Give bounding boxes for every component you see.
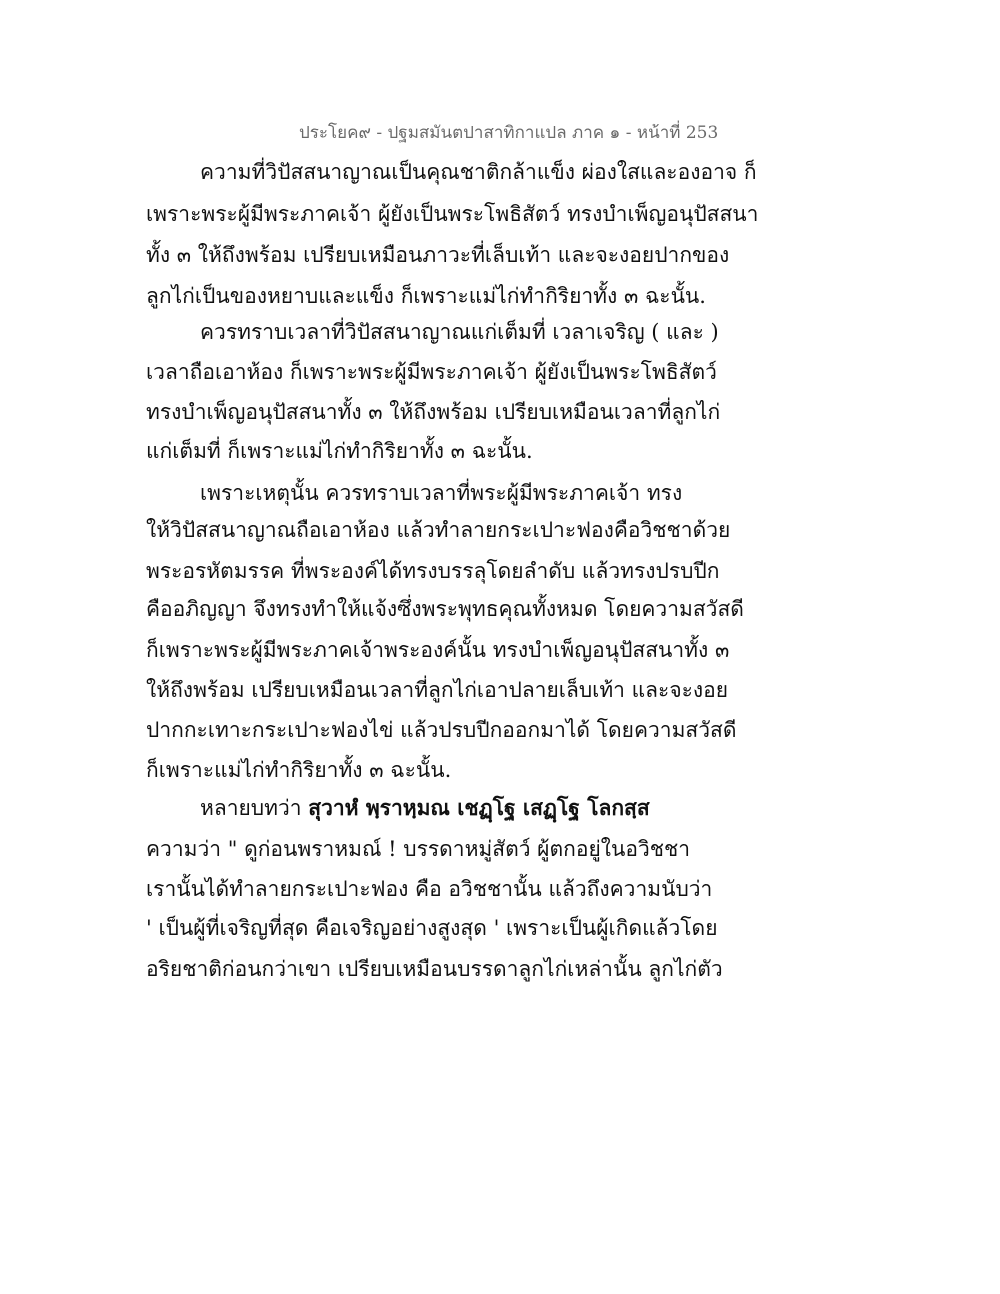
paragraph-4-line-1 xyxy=(200,793,650,823)
paragraph-4-line-4: ' เป็นผู้ที่เจริญที่สุด คือเจริญอย่างสูงสุด ' เพราะเป็นผู้เกิดแล้วโดย xyxy=(146,916,718,940)
pali-quote: สุวาหํ พฺราหฺมณ เชฏฺโฐ เสฏฺโฐ โลกสฺส xyxy=(308,795,650,820)
paragraph-4-line-2: ความว่า " ดูก่อนพราหมณ์ ! บรรดาหมู่สัตว์ ผู้ตกอยู่ในอวิชชา xyxy=(146,837,691,861)
paragraph-1-line-4: ลูกไก่เป็นของหยาบและแข็ง ก็เพราะแม่ไก่ทำกิริยาทั้ง ๓ ฉะนั้น. xyxy=(146,284,706,308)
paragraph-4-line-3: เรานั้นได้ทำลายกระเปาะฟอง คือ อวิชชานั้น แล้วถึงความนับว่า xyxy=(146,877,713,901)
paragraph-3-line-6: ให้ถึงพร้อม เปรียบเหมือนเวลาที่ลูกไก่เอาปลายเล็บเท้า และจะงอย xyxy=(146,678,729,702)
paragraph-3-line-2: ให้วิปัสสนาญาณถือเอาห้อง แล้วทำลายกระเปาะฟองคือวิชชาด้วย xyxy=(146,518,731,542)
paragraph-4-line-5: อริยชาติก่อนกว่าเขา เปรียบเหมือนบรรดาลูกไก่เหล่านั้น ลูกไก่ตัว xyxy=(146,957,723,981)
paragraph-3-line-5: ก็เพราะพระผู้มีพระภาคเจ้าพระองค์นั้น ทรงบำเพ็ญอนุปัสสนาทั้ง ๓ xyxy=(146,638,730,662)
paragraph-2-line-1: ควรทราบเวลาที่วิปัสสนาญาณแก่เต็มที่ เวลาเจริญ ( และ ) xyxy=(200,320,719,344)
paragraph-1-line-3: ทั้ง ๓ ให้ถึงพร้อม เปรียบเหมือนภาวะที่เล็บเท้า และจะงอยปากของ xyxy=(146,243,730,267)
paragraph-3-line-7: ปากกะเทาะกระเปาะฟองไข่ แล้วปรบปีกออกมาได้ โดยความสวัสดี xyxy=(146,718,737,742)
paragraph-4-intro: หลายบทว่า xyxy=(200,796,302,820)
paragraph-3-line-1: เพราะเหตุนั้น ควรทราบเวลาที่พระผู้มีพระภาคเจ้า ทรง xyxy=(200,481,683,505)
paragraph-3-line-4: คืออภิญญา จึงทรงทำให้แจ้งซึ่งพระพุทธคุณทั้งหมด โดยความสวัสดี xyxy=(146,597,744,621)
running-head: ประโยค๙ - ปฐมสมันตปาสาทิกาแปล ภาค ๑ - หน้าที่ 253 xyxy=(299,123,719,143)
paragraph-3-line-3: พระอรหัตมรรค ที่พระองค์ได้ทรงบรรลุโดยลำดับ แล้วทรงปรบปีก xyxy=(146,559,720,583)
paragraph-2-line-4: แก่เต็มที่ ก็เพราะแม่ไก่ทำกิริยาทั้ง ๓ ฉะนั้น. xyxy=(146,439,533,463)
paragraph-2-line-3: ทรงบำเพ็ญอนุปัสสนาทั้ง ๓ ให้ถึงพร้อม เปรียบเหมือนเวลาที่ลูกไก่ xyxy=(146,400,721,424)
paragraph-2-line-2: เวลาถือเอาห้อง ก็เพราะพระผู้มีพระภาคเจ้า ผู้ยังเป็นพระโพธิสัตว์ xyxy=(146,360,717,384)
paragraph-1-line-1: ความที่วิปัสสนาญาณเป็นคุณชาติกล้าแข็ง ผ่องใสและองอาจ ก็ xyxy=(200,160,757,184)
paragraph-3-line-8: ก็เพราะแม่ไก่ทำกิริยาทั้ง ๓ ฉะนั้น. xyxy=(146,758,452,782)
paragraph-1-line-2: เพราะพระผู้มีพระภาคเจ้า ผู้ยังเป็นพระโพธิสัตว์ ทรงบำเพ็ญอนุปัสสนา xyxy=(146,202,759,226)
